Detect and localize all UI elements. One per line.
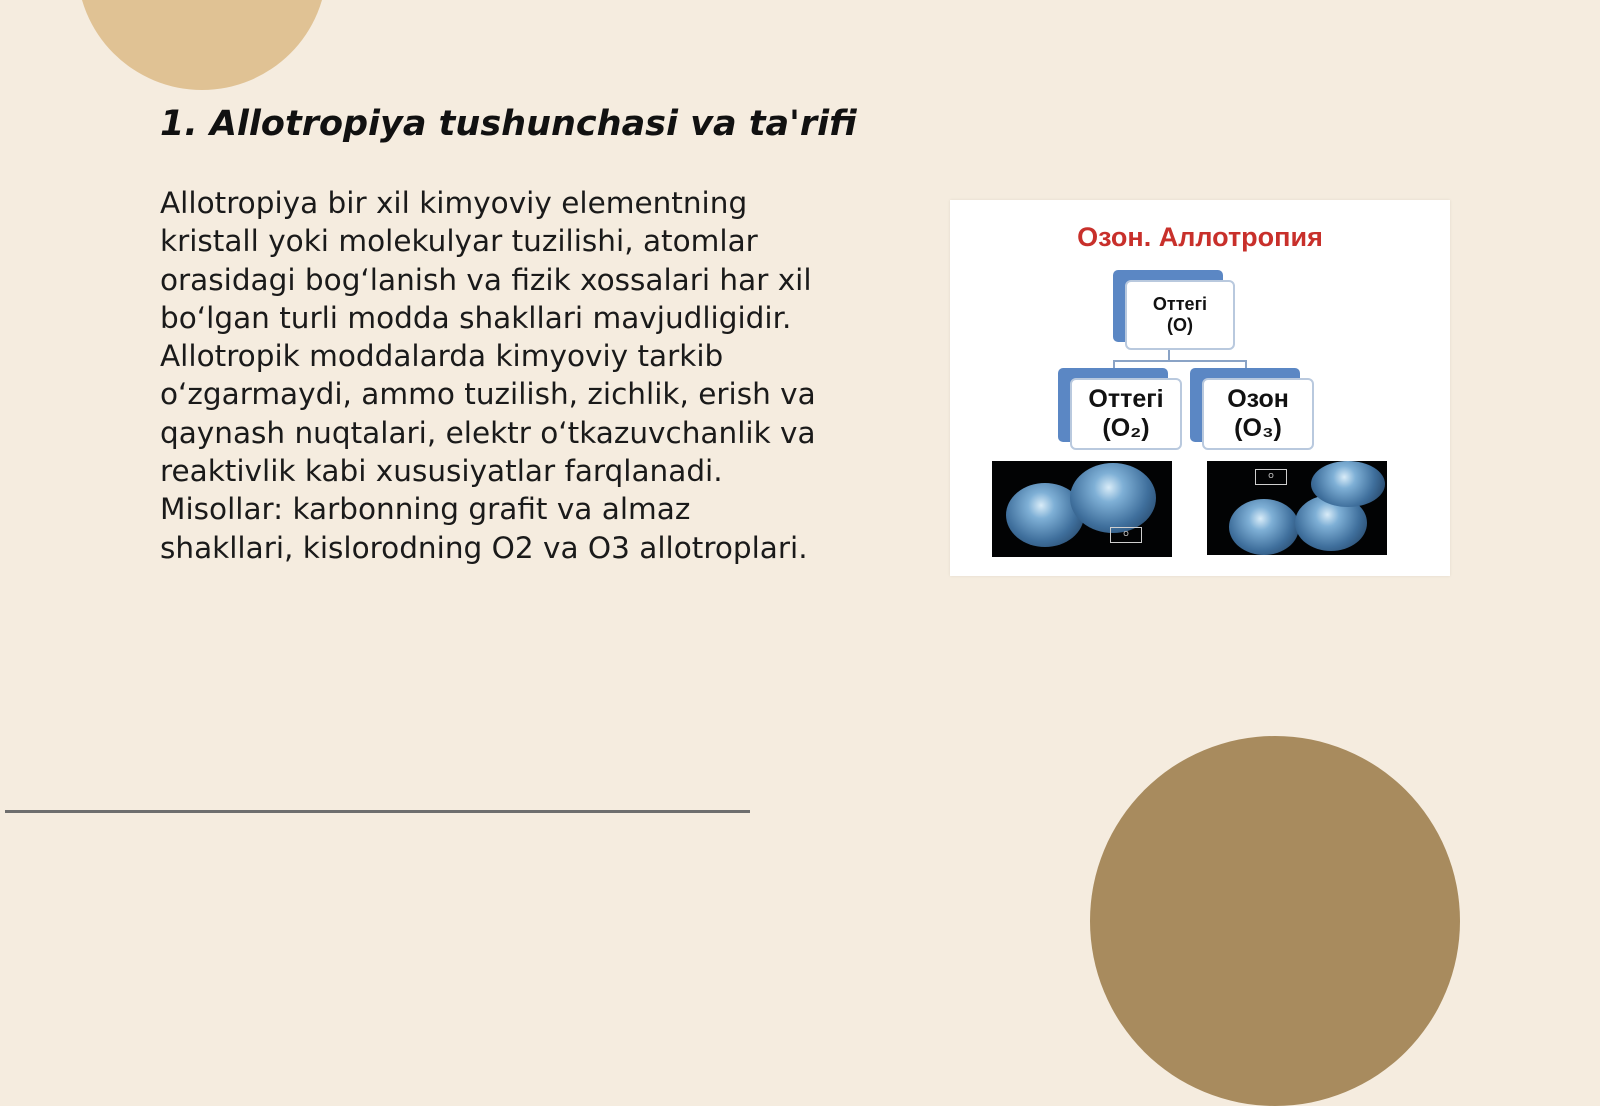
node-label: (O)	[1167, 315, 1193, 335]
decorative-circle-top	[77, 0, 327, 90]
slide-title: 1. Allotropiya tushunchasi va ta'rifi	[160, 104, 857, 144]
body-line: orasidagi bog‘lanish va fizik xossalari har xil	[160, 262, 812, 297]
sphere-icon	[1070, 463, 1156, 533]
node-oxygen-o2	[1058, 368, 1182, 450]
body-line: Allotropik moddalarda kimyoviy tarkib	[160, 339, 724, 374]
o2-molecule-image	[992, 461, 1172, 557]
node-label: Оттегі	[1088, 385, 1164, 414]
sphere-icon	[1311, 461, 1385, 507]
body-line: Misollar: karbonning grafit va almaz	[160, 492, 691, 527]
molecule-tag: O	[1255, 469, 1287, 485]
node-label: (O₃)	[1234, 414, 1282, 442]
body-line: shakllari, kislorodning O2 va O3 allotroplari.	[160, 530, 808, 565]
sphere-icon	[1229, 499, 1299, 555]
slide-body	[160, 184, 840, 567]
node-label: Озон	[1227, 385, 1289, 414]
body-line: Allotropiya bir xil kimyoviy elementning	[160, 186, 748, 220]
body-line: qaynash nuqtalari, elektr o‘tkazuvchanlik va	[160, 415, 816, 450]
body-line: bo‘lgan turli modda shakllari mavjudligidir.	[160, 300, 792, 335]
molecule-tag: O	[1110, 527, 1142, 543]
connector-line	[1113, 360, 1247, 362]
allotropy-figure	[950, 200, 1450, 576]
decorative-circle-bottom	[1090, 736, 1460, 1106]
body-line: kristall yoki molekulyar tuzilishi, atomlar	[160, 224, 758, 259]
o3-molecule-image	[1207, 461, 1387, 555]
footer-divider	[5, 810, 750, 813]
node-ozone-o3	[1190, 368, 1314, 450]
node-label: Оттегі	[1152, 294, 1208, 315]
body-line: o‘zgarmaydi, ammo tuzilish, zichlik, erish va	[160, 377, 816, 412]
figure-title: Озон. Аллотропия	[1077, 222, 1323, 252]
node-oxygen-atom	[1113, 270, 1235, 350]
node-label: (O₂)	[1102, 414, 1150, 442]
body-line: reaktivlik kabi xususiyatlar farqlanadi.	[160, 454, 723, 489]
